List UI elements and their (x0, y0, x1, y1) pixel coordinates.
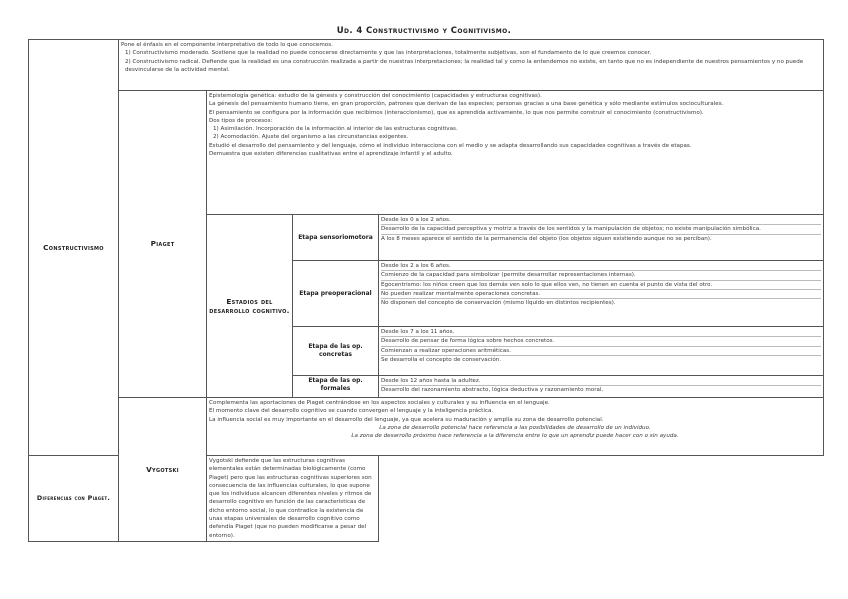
page-title: Ud. 4 Constructivismo y Cognitivismo. (336, 26, 512, 36)
stage-detail-line: Desde los 0 a los 2 años. (381, 216, 821, 225)
constructivismo-label: Constructivismo (29, 40, 119, 456)
stage-detail-line: Desarrollo del razonamiento abstracto, lógica deductiva y razonamiento moral. (381, 387, 604, 394)
constructivismo-intro-line: 1) Constructivismo moderado. Sostiene que la realidad no puede conocerse directamente y que las interpretaciones, totalmente subjetivas, son el fundamento de lo que creemos conocer. (125, 50, 652, 57)
stage-detail (379, 261, 824, 327)
stage-detail-line: Se desarrolla el concepto de conservación. (381, 356, 502, 363)
stage-detail-line: No pueden realizar mentalmente operaciones concretas. (381, 290, 821, 299)
vygotski-intro-line: Complementa las aportaciones de Piaget centrándose en los aspectos sociales y culturales y su influencia en el lenguaje. (209, 400, 550, 406)
constructivismo-intro-line: Pone el énfasis en el componente interpretativo de todo lo que conocemos. (121, 42, 333, 48)
piaget-intro-line: Estudió el desarrollo del pensamiento y del lenguaje, cómo el individuo interacciona con el medio y se adapta desarrollando sus capacidades cognitivas a través de etapas. (209, 142, 692, 149)
stage-detail-line: Egocentrismo: los niños creen que los demás ven solo lo que ellos ven, no tienen en cuenta el punto de vista del otro. (381, 281, 821, 290)
piaget-intro-line: La génesis del pensamiento humano tiene, en gran proporción, patrones que derivan de las especies; personas gracias a una base genética y sólo mediante estímulos socioculturales. (209, 101, 724, 108)
piaget-label: Piaget (119, 91, 207, 398)
vygotski-quote: La zona de desarrollo potencial hace referencia a las posibilidades de desarrollo de un individuo. (379, 424, 651, 431)
piaget-intro-line: 1) Asimilación. Incorporación de la información al interior de las estructuras cognitivas. (213, 126, 458, 133)
stage-name: Etapa preoperacional (293, 261, 379, 327)
diferencias-label: Diferencias con Piaget. (29, 456, 119, 542)
piaget-intro-row (29, 91, 824, 215)
piaget-intro-line: Dos tipos de procesos: (209, 117, 273, 124)
stage-detail-line: Desde los 7 a los 11 años. (381, 328, 821, 337)
constructivismo-intro-line: 2) Constructivismo radical. Defiende que la realidad es una construcción realizada a partir de nuestras interpretaciones; la realidad tal y como la entendemos no existe, en tanto que no es independiente de nuestros pensamientos y no puede desvincularse de la actividad mental. (125, 58, 804, 73)
stage-name: Etapa de las op. concretas (293, 327, 379, 376)
stage-detail (379, 215, 824, 261)
vygotski-quote: La zona de desarrollo próximo hace referencia a la diferencia entre lo que un aprendiz puede hacer con o sin ayuda. (351, 433, 679, 440)
piaget-intro (207, 91, 824, 215)
vygotski-intro (207, 398, 824, 456)
constructivismo-intro (119, 40, 824, 91)
vygotski-intro-line: El momento clave del desarrollo cognitivo se cuando convergen el lenguaje y la inteligencia práctica. (209, 408, 494, 415)
stage-detail-line: No disponen del concepto de conservación (mismo líquido en distintos recipientes). (381, 300, 616, 307)
stage-detail (379, 376, 824, 398)
stage-detail-line: A los 8 meses aparece el sentido de la permanencia del objeto (los objetos siguen existiendo aunque no se perciban). (381, 235, 712, 242)
vygotski-intro-row (29, 398, 824, 456)
stage-detail-line: Desde los 12 años hasta la adultez. (381, 377, 821, 386)
vygotski-label: Vygotski (119, 398, 207, 542)
vygotski-intro-line: La influencia social es muy importante en el desarrollo del lenguaje, ya que acelera su maduración y amplía su zona de desarrollo potencial. (209, 416, 604, 423)
stage-name: Etapa sensoriomotora (293, 215, 379, 261)
piaget-intro-line: Epistemología genética: estudio de la génesis y construcción del conocimiento (capacidades y estructuras cognitivas). (209, 93, 542, 99)
stage-detail-line: Desarrollo de pensar de forma lógica sobre hechos concretos. (381, 337, 821, 346)
stage-detail-line: Desde los 2 a los 6 años. (381, 262, 821, 271)
diferencias-text: Vygotski defiende que las estructuras cognitivas elementales están determinadas biológicamente (como Piaget) pero que las estructuras cognitivas superiores son consecuencia de las influencias culturales, lo que supone que los individuos alcancen diferentes niveles y ritmos de desarrollo cognitivo en función de las características de dicho entorno social, lo que contradice la existencia de unas etapas universales de desarrollo cognitivo como defendía Piaget (que no pueden modificarse a pesar del entorno). (207, 456, 379, 542)
estadios-label: Estadios del desarrollo cognitivo. (207, 215, 293, 398)
summary-table (28, 39, 824, 542)
piaget-intro-line: 2) Acomodación. Ajuste del organismo a las circunstancias exigentes. (213, 134, 409, 141)
constructivismo-intro-row (29, 40, 824, 91)
stage-detail-line: Comienzo de la capacidad para simbolizar (permite desarrollar representaciones internas). (381, 271, 821, 280)
stage-detail-line: Desarrollo de la capacidad perceptiva y motriz a través de los sentidos y la manipulación de objetos; no existe manipulación simbólica. (381, 225, 821, 234)
stage-detail (379, 327, 824, 376)
piaget-intro-line: El pensamiento se configura por la información que recibimos (interaccionismo), que es aprendida activamente, lo que nos permite construir el conocimiento (constructivismo). (209, 109, 704, 116)
stage-detail-line: Comienzan a realizar operaciones aritméticas. (381, 347, 821, 356)
piaget-intro-line: Demuestra que existen diferencias cualitativas entre el aprendizaje infantil y el adulto. (209, 151, 453, 158)
stage-name: Etapa de las op. formales (293, 376, 379, 398)
